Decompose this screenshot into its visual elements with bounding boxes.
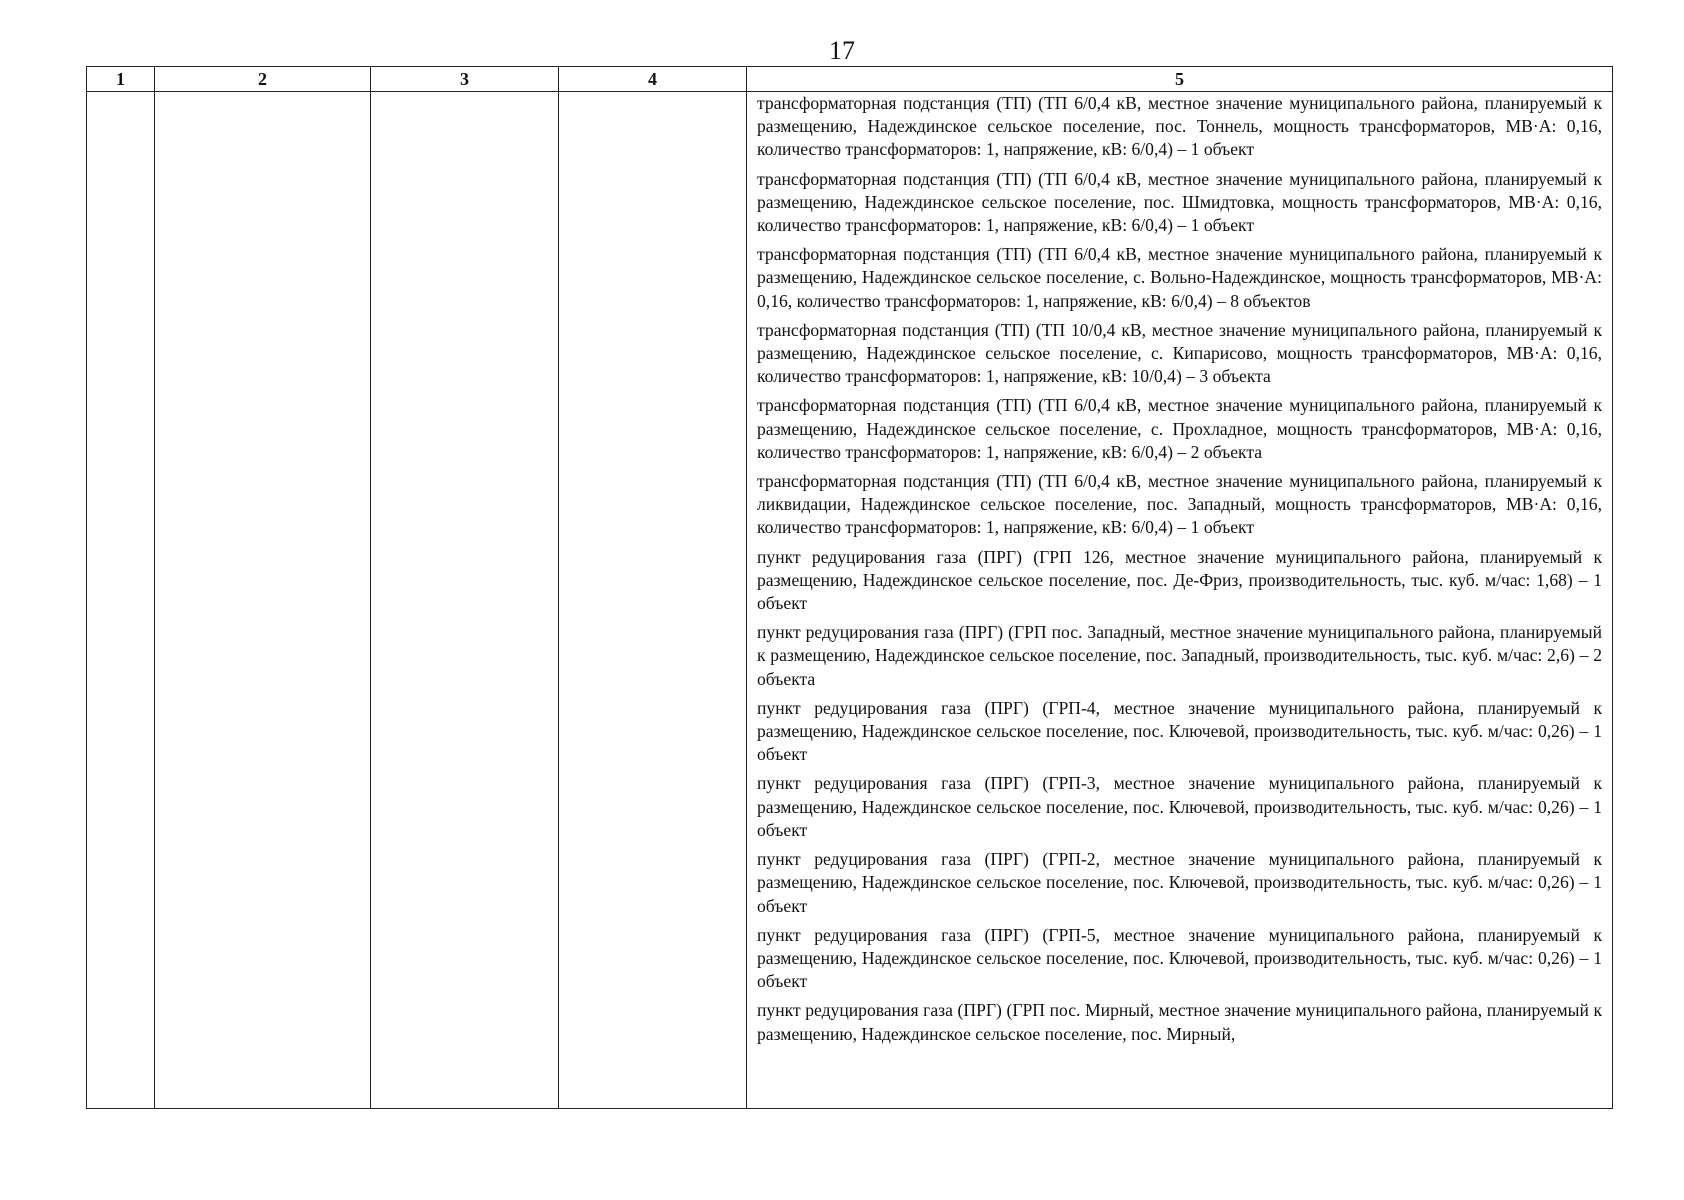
list-item: трансформаторная подстанция (ТП) (ТП 6/0,4 кВ, местное значение муниципального района, планируемый к размещению, Надеждинское сельское поселение, пос. Тоннель, мощность трансформаторов, МВ·А: 0,16, количество трансформаторов: 1, напряжение, кВ: 6/0,4) – 1 объект (757, 93, 1602, 160)
list-item: трансформаторная подстанция (ТП) (ТП 6/0,4 кВ, местное значение муниципального района, планируемый к размещению, Надеждинское сельское поселение, пос. Шмидтовка, мощность трансформаторов, МВ·А: 0,16, количество трансформаторов: 1, напряжение, кВ: 6/0,4) – 1 объект (757, 168, 1602, 236)
cell-col-2 (155, 92, 371, 1109)
list-item: пункт редуцирования газа (ПРГ) (ГРП пос. Мирный, местное значение муниципального района, планируемый к размещению, Надеждинское сельское поселение, пос. Мирный, (757, 1000, 1602, 1044)
column-header-1: 1 (87, 67, 155, 92)
column-header-2: 2 (155, 67, 371, 92)
cell-col-4 (559, 92, 747, 1109)
table-header-row (87, 67, 1613, 92)
list-item: пункт редуцирования газа (ПРГ) (ГРП-4, местное значение муниципального района, планируемый к размещению, Надеждинское сельское поселение, пос. Ключевой, производительность, тыс. куб. м/час: 0,26) – 1 объект (757, 697, 1602, 765)
list-item: пункт редуцирования газа (ПРГ) (ГРП-3, местное значение муниципального района, планируемый к размещению, Надеждинское сельское поселение, пос. Ключевой, производительность, тыс. куб. м/час: 0,26) – 1 объект (757, 773, 1602, 840)
list-item: трансформаторная подстанция (ТП) (ТП 6/0,4 кВ, местное значение муниципального района, планируемый к размещению, Надеждинское сельское поселение, с. Вольно-Надеждинское, мощность трансформаторов, МВ·А: 0,16, количество трансформаторов: 1, напряжение, кВ: 6/0,4) – 8 объектов (757, 244, 1602, 311)
column-header-3: 3 (371, 67, 559, 92)
cell-col-5 (747, 92, 1613, 1109)
list-item: пункт редуцирования газа (ПРГ) (ГРП-2, местное значение муниципального района, планируемый к размещению, Надеждинское сельское поселение, пос. Ключевой, производительность, тыс. куб. м/час: 0,26) – 1 объект (757, 849, 1602, 916)
cell-col-1 (87, 92, 155, 1109)
list-item: трансформаторная подстанция (ТП) (ТП 10/0,4 кВ, местное значение муниципального района, планируемый к размещению, Надеждинское сельское поселение, с. Кипарисово, мощность трансформаторов, МВ·А: 0,16, количество трансформаторов: 1, напряжение, кВ: 10/0,4) – 3 объекта (757, 319, 1602, 387)
column-header-4: 4 (559, 67, 747, 92)
list-item: пункт редуцирования газа (ПРГ) (ГРП 126, местное значение муниципального района, планируемый к размещению, Надеждинское сельское поселение, пос. Де-Фриз, производительность, тыс. куб. м/час: 1,68) – 1 объект (757, 546, 1602, 614)
column-header-5: 5 (747, 67, 1613, 92)
list-item: пункт редуцирования газа (ПРГ) (ГРП-5, местное значение муниципального района, планируемый к размещению, Надеждинское сельское поселение, пос. Ключевой, производительность, тыс. куб. м/час: 0,26) – 1 объект (757, 924, 1602, 992)
table-row (87, 92, 1613, 1109)
list-item: трансформаторная подстанция (ТП) (ТП 6/0,4 кВ, местное значение муниципального района, планируемый к ликвидации, Надеждинское сельское поселение, пос. Западный, мощность трансформаторов, МВ·А: 0,16, количество трансформаторов: 1, напряжение, кВ: 6/0,4) – 1 объект (757, 471, 1602, 538)
cell-col-3 (371, 92, 559, 1109)
document-table (86, 66, 1613, 1109)
list-item: трансформаторная подстанция (ТП) (ТП 6/0,4 кВ, местное значение муниципального района, планируемый к размещению, Надеждинское сельское поселение, с. Прохладное, мощность трансформаторов, МВ·А: 0,16, количество трансформаторов: 1, напряжение, кВ: 6/0,4) – 2 объекта (757, 395, 1602, 462)
list-item: пункт редуцирования газа (ПРГ) (ГРП пос. Западный, местное значение муниципального района, планируемый к размещению, Надеждинское сельское поселение, пос. Западный, производительность, тыс. куб. м/час: 2,6) – 2 объекта (757, 622, 1602, 689)
page-number: 17 (829, 36, 855, 65)
